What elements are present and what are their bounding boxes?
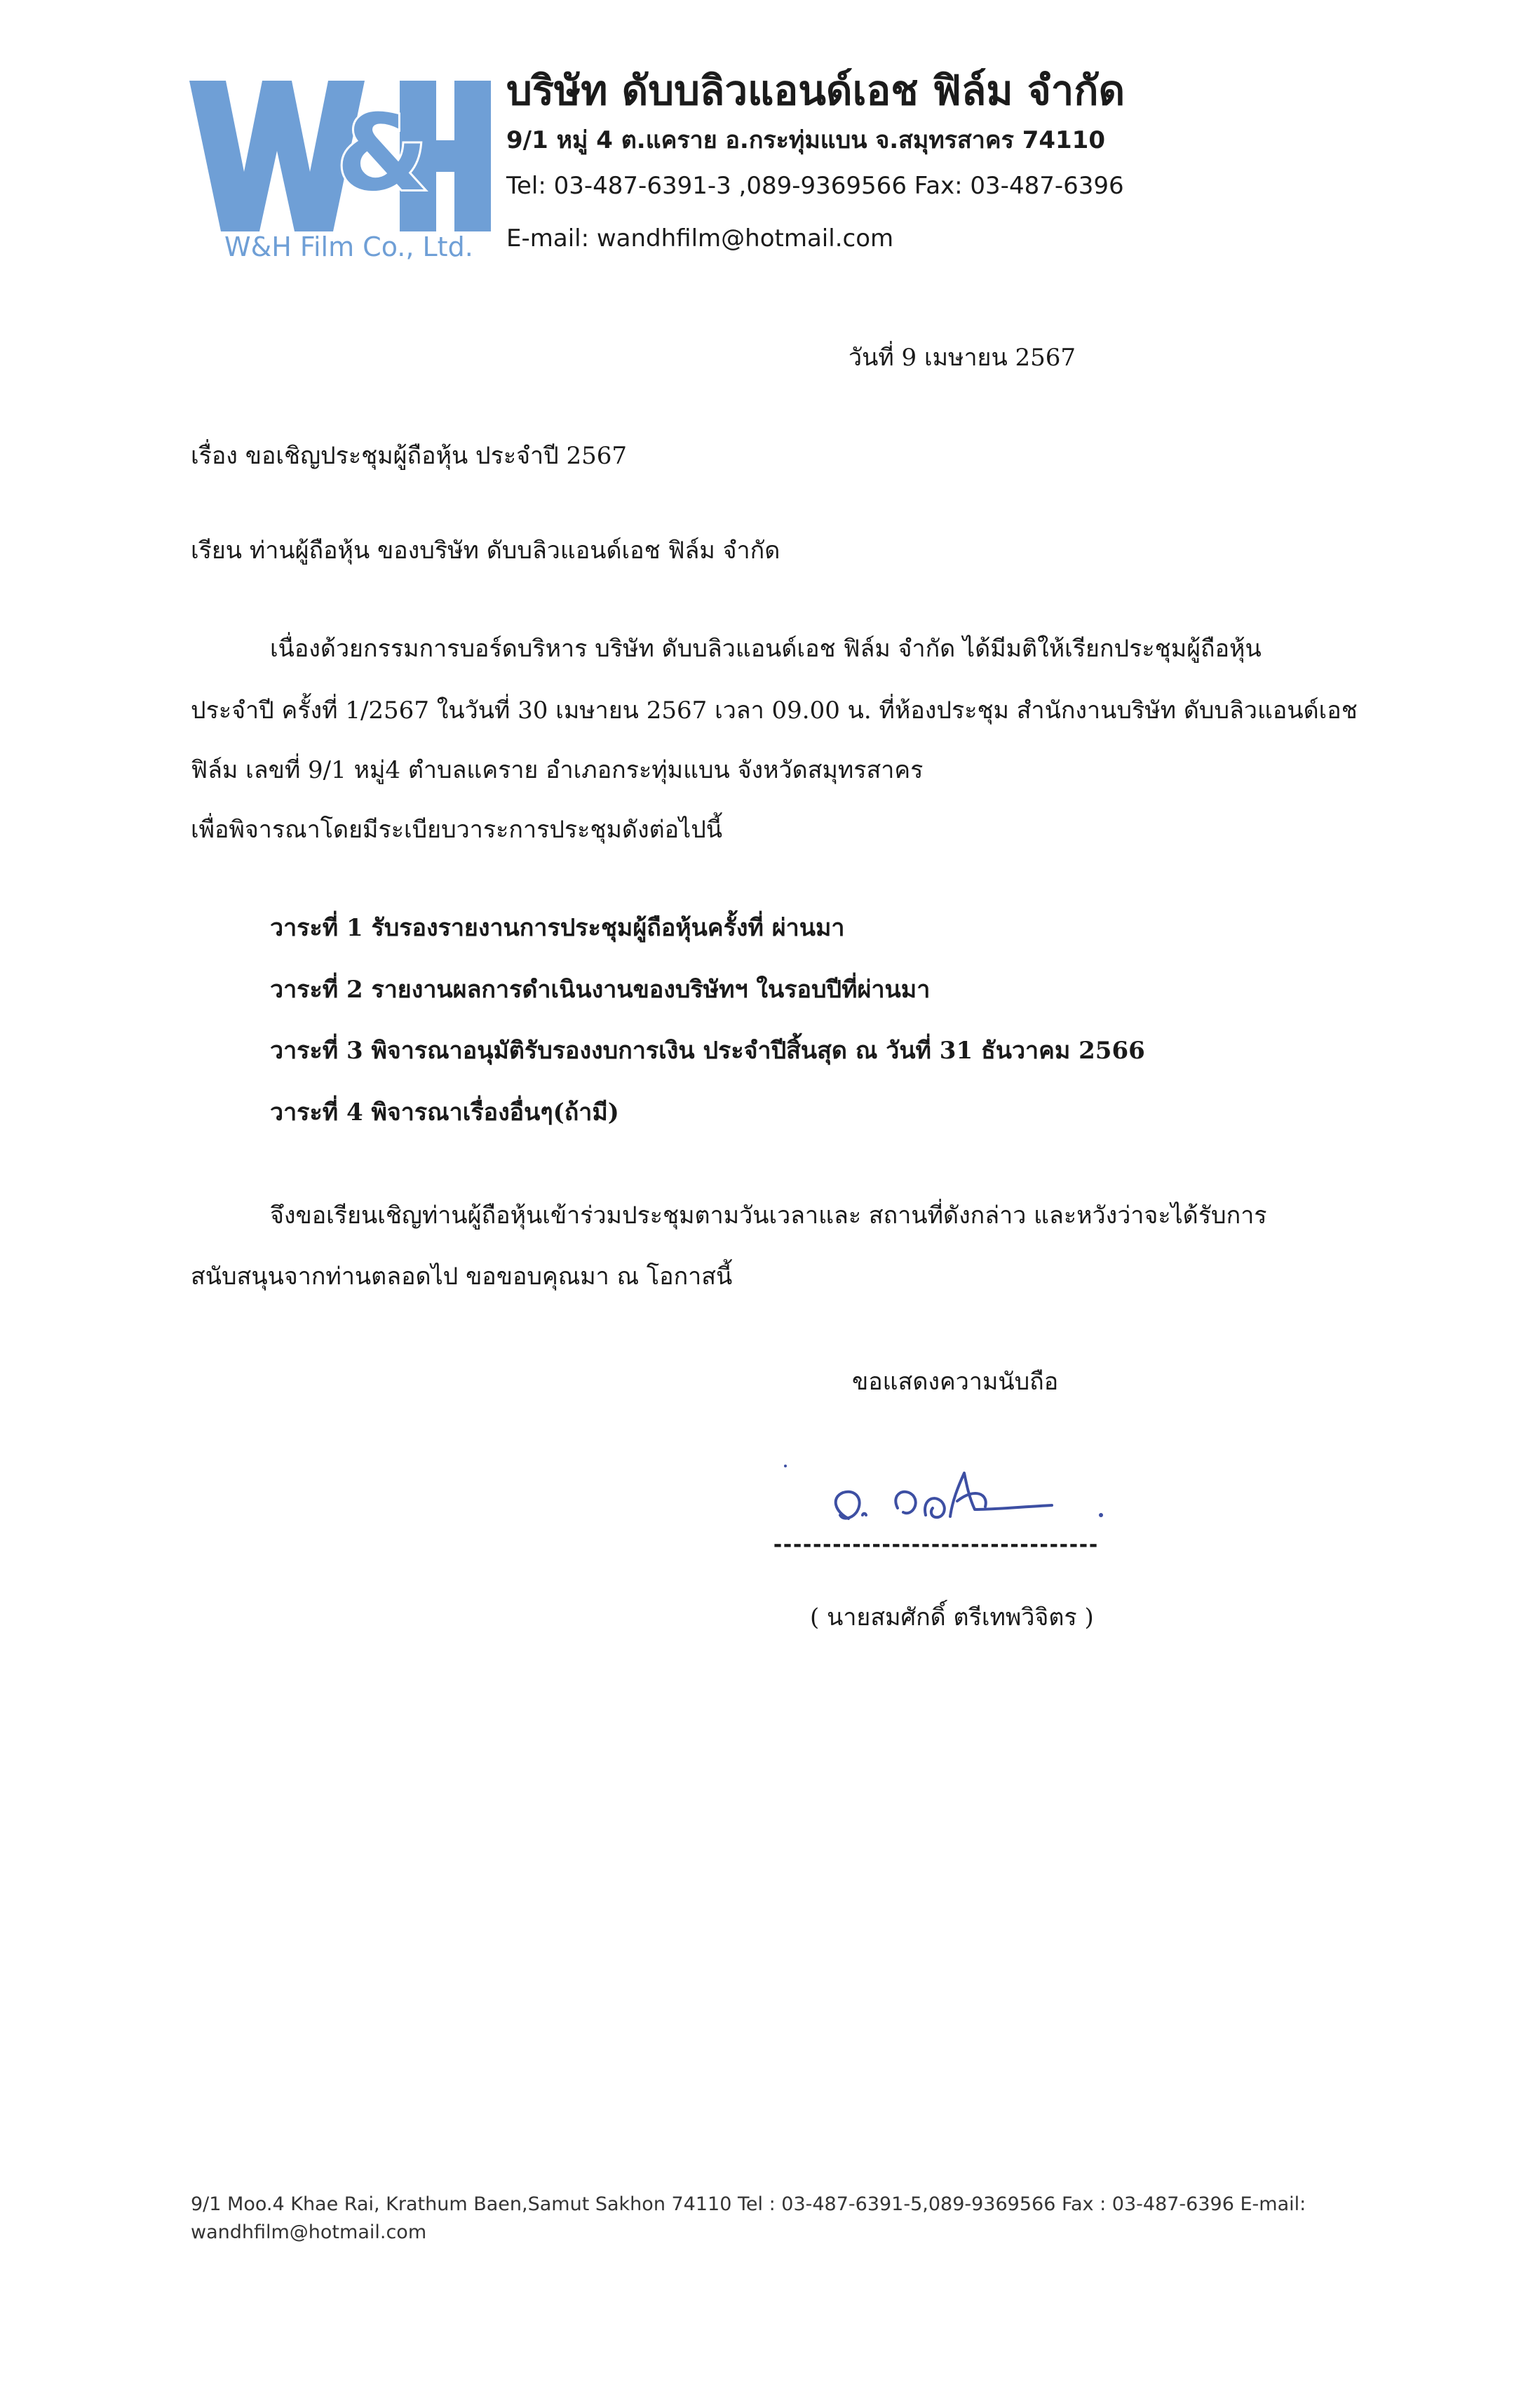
company-name: บริษัท ดับบลิวแอนด์เอช ฟิล์ม จำกัด [506,67,1126,114]
company-address: 9/1 หมู่ 4 ต.แคราย อ.กระทุ่มแบน จ.สมุทรสาคร 74110 [506,126,1105,154]
regards-text: ขอแสดงความนับถือ [852,1368,1059,1396]
signature-line: --------------------------------- [771,1533,1097,1557]
logo-ampersand: & [336,93,428,215]
company-phone-fax: Tel: 03-487-6391-3 ,089-9369566 Fax: 03-487-6396 [506,172,1124,200]
footer-email: wandhfilm@hotmail.com [191,2221,427,2243]
closing-line: จึงขอเรียนเชิญท่านผู้ถือหุ้นเข้าร่วมประชุมตามวันเวลาและ สถานที่ดังกล่าว และหวังว่าจะได้รับการ [270,1202,1267,1230]
letter-recipient: เรียน ท่านผู้ถือหุ้น ของบริษัท ดับบลิวแอนด์เอช ฟิล์ม จำกัด [191,537,780,565]
footer-address: 9/1 Moo.4 Khae Rai, Krathum Baen,Samut Sakhon 74110 Tel : 03-487-6391-5,089-9369566 Fax : 03-487-6396 E-mail: [191,2193,1306,2215]
agenda-item: วาระที่ 1 รับรองรายงานการประชุมผู้ถือหุ้นครั้งที่ ผ่านมา [270,914,845,942]
paragraph-line: เพื่อพิจารณาโดยมีระเบียบวาระการประชุมดังต่อไปนี้ [191,816,723,844]
agenda-item: วาระที่ 2 รายงานผลการดำเนินงานของบริษัทฯ ในรอบปีที่ผ่านมา [270,976,931,1004]
closing-line: สนับสนุนจากท่านตลอดไป ขอขอบคุณมา ณ โอกาสนี้ [191,1263,733,1291]
company-email: E-mail: wandhfilm@hotmail.com [506,224,894,253]
paragraph-line: เนื่องด้วยกรรมการบอร์ดบริหาร บริษัท ดับบลิวแอนด์เอช ฟิล์ม จำกัด ได้มีมติให้เรียกประชุมผู้ถือหุ้น [270,635,1262,663]
letter-subject: เรื่อง ขอเชิญประชุมผู้ถือหุ้น ประจำปี 2567 [191,442,628,470]
agenda-item: วาระที่ 3 พิจารณาอนุมัติรับรองงบการเงิน ประจำปีสิ้นสุด ณ วันที่ 31 ธันวาคม 2566 [270,1037,1145,1065]
paragraph-line: ประจำปี ครั้งที่ 1/2567 ในวันที่ 30 เมษายน 2567 เวลา 09.00 น. ที่ห้องประชุม สำนักงานบริษัท ดับบลิวแอนด์เอช [191,697,1358,725]
logo-caption: W&H Film Co., Ltd. [224,231,473,262]
signer-name: ( นายสมศักดิ์ ตรีเทพวิจิตร ) [810,1603,1094,1632]
paragraph-line: ฟิล์ม เลขที่ 9/1 หมู่4 ตำบลแคราย อำเภอกระทุ่มแบน จังหวัดสมุทรสาคร [191,756,924,784]
letter-date: วันที่ 9 เมษายน 2567 [849,344,1076,372]
agenda-item: วาระที่ 4 พิจารณาเรื่องอื่นๆ(ถ้ามี) [270,1098,619,1126]
